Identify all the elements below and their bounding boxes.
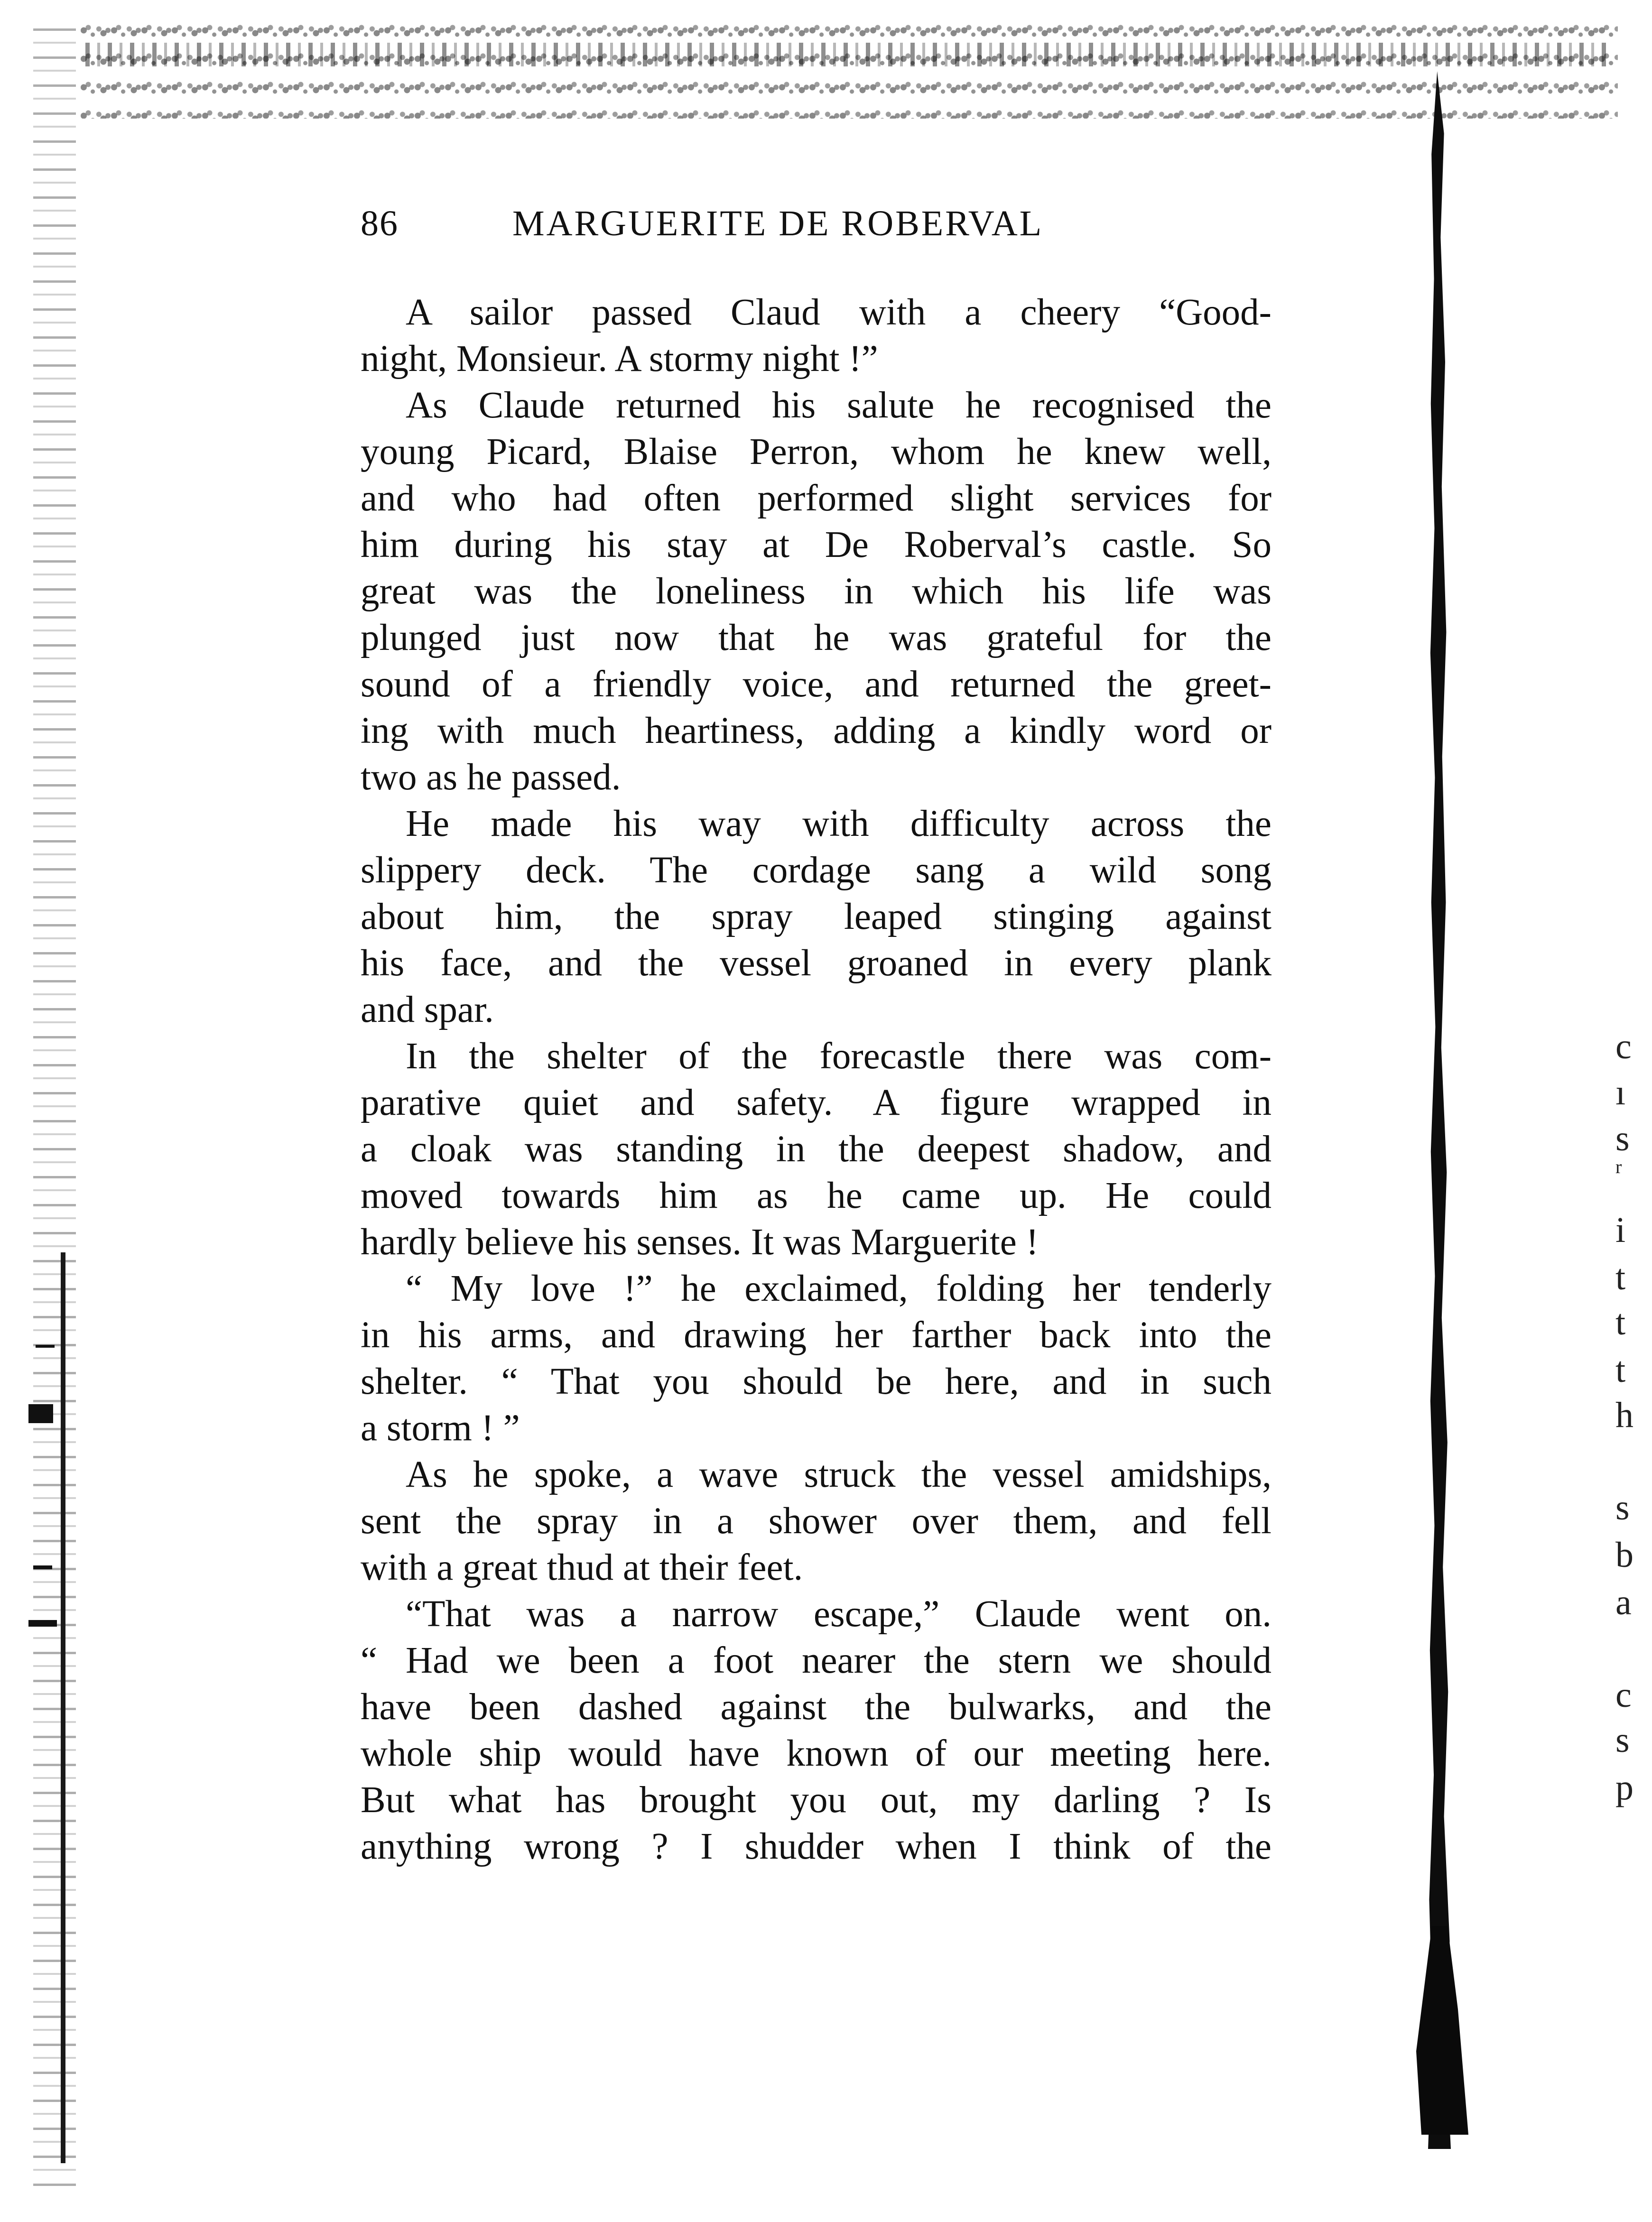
text-line: sound of a friendly voice, and returned the greet- (361, 664, 1271, 705)
running-title: MARGUERITE DE ROBERVAL (512, 204, 1044, 243)
text-line: As Claude returned his salute he recognised the (406, 385, 1271, 426)
body-text (361, 289, 1271, 1870)
text-line: A sailor passed Claud with a cheery “Good- (406, 292, 1271, 333)
facing-page-letter: t (1615, 1350, 1626, 1390)
text-line: and who had often performed slight services for (361, 478, 1271, 519)
facing-page-letter: c (1615, 1675, 1632, 1715)
text-line: young Picard, Blaise Perron, whom he knew well, (361, 431, 1271, 472)
facing-page-letter: a (1615, 1583, 1632, 1622)
left-edge-mark (33, 1565, 52, 1569)
facing-page-letter: p (1615, 1768, 1633, 1807)
facing-page-letter: s (1615, 1488, 1630, 1528)
facing-page-letter: r (1615, 1156, 1622, 1177)
text-line: him during his stay at De Roberval’s castle. So (361, 524, 1271, 565)
text-line: “That was a narrow escape,” Claude went on. (406, 1593, 1271, 1635)
text-line: But what has brought you out, my darling ? Is (361, 1779, 1271, 1821)
facing-page-letter: c (1615, 1027, 1632, 1066)
book-gutter-shadow (1428, 71, 1451, 2149)
text-line: plunged just now that he was grateful for the (361, 617, 1271, 658)
text-line: sent the spray in a shower over them, and fell (361, 1500, 1271, 1542)
page-number: 86 (361, 204, 399, 243)
text-line: great was the loneliness in which his life was (361, 571, 1271, 612)
text-line: a storm ! ” (361, 1407, 520, 1449)
text-line: a cloak was standing in the deepest shadow, and (361, 1129, 1271, 1170)
text-line: and spar. (361, 989, 494, 1030)
book-gutter-shadow-base (1416, 1926, 1468, 2135)
facing-page-letter: s (1615, 1720, 1630, 1760)
facing-page-letter: s (1615, 1119, 1630, 1158)
text-line: shelter. “ That you should be here, and in such (361, 1361, 1271, 1402)
text-line: As he spoke, a wave struck the vessel amidships, (406, 1454, 1271, 1495)
left-edge-mark (28, 1404, 53, 1423)
text-line: in his arms, and drawing her farther back into the (361, 1315, 1271, 1356)
text-line: have been dashed against the bulwarks, and the (361, 1686, 1271, 1728)
facing-page-letter: t (1615, 1303, 1626, 1342)
text-line: He made his way with difficulty across the (406, 803, 1271, 844)
text-line: hardly believe his senses. It was Marguerite ! (361, 1222, 1039, 1263)
text-line: ing with much heartiness, adding a kindly word or (361, 710, 1271, 751)
left-edge-rule (61, 1252, 65, 2163)
scan-noise-top (81, 19, 1618, 119)
facing-page-letter: t (1615, 1258, 1626, 1297)
text-line: “ Had we been a foot nearer the stern we should (361, 1640, 1271, 1681)
text-line: slippery deck. The cordage sang a wild song (361, 850, 1271, 891)
text-line: moved towards him as he came up. He could (361, 1175, 1271, 1216)
facing-page-letter: h (1615, 1395, 1633, 1435)
text-line: whole ship would have known of our meeting here. (361, 1733, 1271, 1774)
text-line: with a great thud at their feet. (361, 1547, 803, 1588)
text-line: two as he passed. (361, 757, 621, 798)
left-edge-mark (36, 1345, 55, 1348)
text-line: anything wrong ? I shudder when I think of the (361, 1826, 1271, 1867)
text-line: parative quiet and safety. A figure wrapped in (361, 1082, 1271, 1123)
text-line: about him, the spray leaped stinging against (361, 896, 1271, 937)
facing-page-letter: ı (1615, 1073, 1626, 1112)
facing-page-letter: b (1615, 1535, 1633, 1575)
page-left-edge (33, 28, 76, 2192)
facing-page-letter: i (1615, 1210, 1626, 1250)
scan-noise-band (85, 43, 1613, 66)
text-line: In the shelter of the forecastle there was com- (406, 1036, 1271, 1077)
text-line: night, Monsieur. A stormy night !” (361, 338, 878, 380)
left-edge-mark (28, 1620, 57, 1627)
page-header (361, 203, 1262, 255)
text-line: “ My love !” he exclaimed, folding her tenderly (406, 1268, 1271, 1309)
text-line: his face, and the vessel groaned in every plank (361, 943, 1271, 984)
